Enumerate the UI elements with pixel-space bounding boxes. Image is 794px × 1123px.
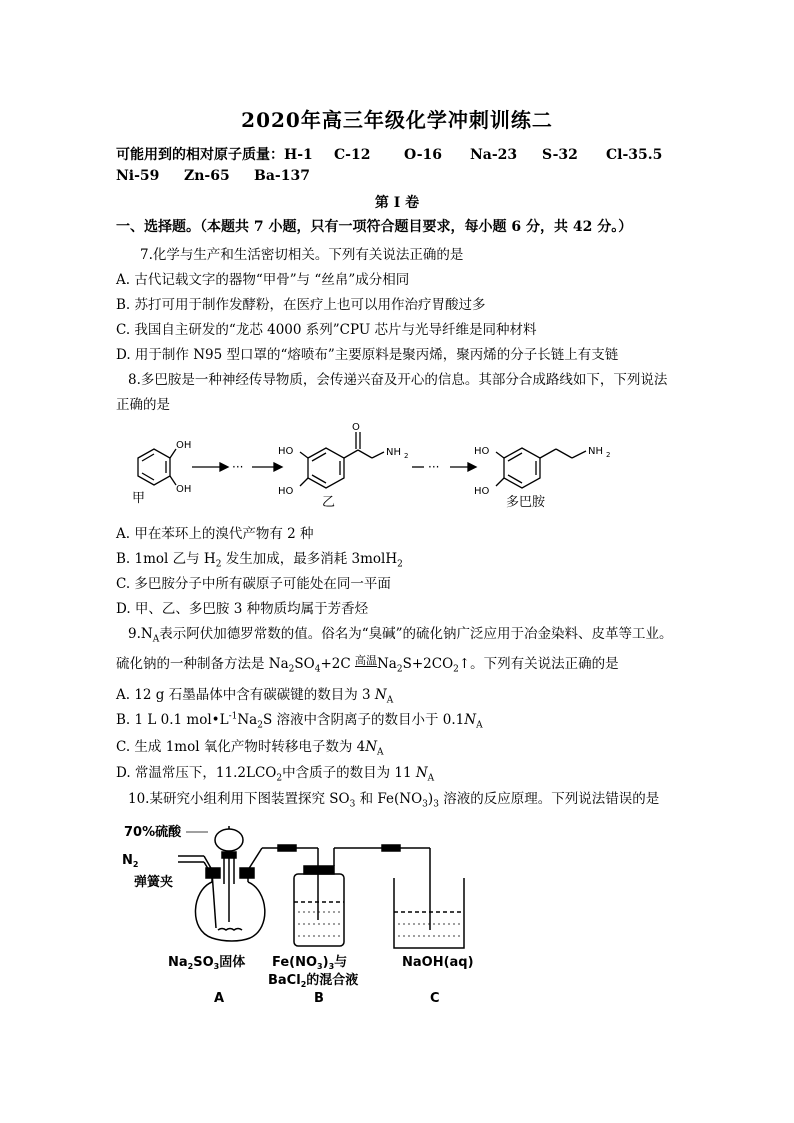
label-n2: $N_2$ [122, 853, 139, 869]
mass-h: H-1 [284, 147, 313, 163]
q9-stem-line1: $9.N_A$表示阿伏加德罗常数的值。俗名为“臭碱”的硫化钠广泛应用于冶金染料、皮革等工业。 [128, 626, 673, 645]
relative-atomic-masses-row2 [116, 168, 310, 184]
label-fe: $Fe(NO_3)_3$与 [272, 955, 348, 971]
dopamine-benzene-ring [504, 448, 540, 488]
svg-text:OH: OH [176, 440, 192, 451]
volume-heading: 第 I 卷 [374, 195, 420, 211]
q9-option-b: B. 1 L 0.1 $mol•L^{-1}Na_2S$ 溶液中含阴离子的数目小于 $0.1N_A$ [116, 711, 483, 731]
svg-text:2: 2 [606, 451, 611, 459]
q8-stem-line1: 8.多巴胺是一种神经传导物质，会传递兴奋及开心的信息。其部分合成路线如下，下列说法 [128, 372, 668, 388]
q9-option-c: C. 生成 1mol 氧化产物时转移电子数为 $4N_A$ [116, 739, 384, 758]
gas-washing-bottle [294, 874, 344, 946]
q7-option-c: C. 我国自主研发的“龙芯 4000 系列”CPU 芯片与光导纤维是同种材料 [116, 322, 537, 338]
svg-text:···: ··· [428, 460, 440, 474]
label-naoh: NaOH(aq) [402, 955, 474, 970]
masses-label: 可能用到的相对原子质量： [116, 147, 284, 163]
section-heading: 一、选择题。（本题共 7 小题，只有一项符合题目要求，每小题 6 分，共 42 分。） [116, 219, 633, 235]
svg-text:HO: HO [474, 486, 490, 497]
q8-option-a: A. 甲在苯环上的溴代产物有 2 种 [116, 526, 314, 542]
label-clamp: 弹簧夹 [134, 875, 174, 890]
mass-zn: Zn-65 [184, 168, 230, 184]
q7-option-a: A. 古代记载文字的器物“甲骨”与 “丝帛”成分相同 [116, 272, 410, 288]
svg-text:HO: HO [474, 446, 490, 457]
q7-stem: 7.化学与生产和生活密切相关。下列有关说法正确的是 [140, 247, 464, 263]
label-a: A [214, 991, 225, 1006]
dopamine-synthesis-scheme [112, 418, 652, 518]
q9-option-d: D. 常温常压下，$11.2LCO_2$中含质子的数目为 11 $N_A$ [116, 765, 435, 784]
q8-option-b: B. 1mol 乙与 $H_2$ 发生加成，最多消耗 3molH$_2$ [116, 551, 403, 570]
q7-option-b: B. 苏打可用于制作发酵粉，在医疗上也可以用作治疗胃酸过多 [116, 297, 486, 313]
label-solid: $Na_2SO_3$固体 [168, 955, 246, 971]
mass-cl: Cl-35.5 [606, 147, 663, 163]
q8-option-c: C. 多巴胺分子中所有碳原子可能处在同一平面 [116, 576, 391, 592]
svg-text:O: O [352, 422, 360, 433]
svg-text:···: ··· [232, 460, 244, 474]
round-bottom-flask [195, 882, 264, 941]
mass-o: O-16 [404, 147, 443, 163]
svg-text:NH: NH [588, 446, 603, 457]
mass-s: S-32 [542, 147, 578, 163]
reaction-condition: 高温 [354, 654, 377, 667]
svg-text:NH: NH [386, 447, 401, 458]
q8-option-d: D. 甲、乙、多巴胺 3 种物质均属于芳香烃 [116, 601, 369, 617]
q8-stem-line2: 正确的是 [116, 397, 170, 413]
q9-option-a: A. 12 g 石墨晶体中含有碳碳键的数目为 3 $N_A$ [116, 687, 394, 706]
mass-c: C-12 [334, 147, 371, 163]
mass-ba: Ba-137 [254, 168, 310, 184]
label-dopamine: 多巴胺 [506, 495, 546, 510]
mass-na: Na-23 [470, 147, 518, 163]
svg-text:2: 2 [404, 452, 409, 460]
q7-option-d: D. 用于制作 N95 型口罩的“熔喷布”主要原料是聚丙烯，聚丙烯的分子长链上有支链 [116, 347, 619, 363]
relative-atomic-masses [116, 144, 662, 164]
yi-benzene-ring [308, 448, 344, 488]
label-acid: 70%硫酸 [124, 825, 182, 840]
apparatus-diagram [112, 812, 492, 1008]
page-title: 2020年高三年级化学冲刺训练二 [241, 108, 553, 132]
label-bacl2: BaCl$_2$的混合液 [268, 973, 359, 989]
q10-stem: 10.某研究小组利用下图装置探究 $SO_3$ 和 $Fe(NO_3)_3$ 溶液的反应原理。下列说法错误的是 [128, 791, 660, 810]
separatory-funnel [215, 829, 243, 851]
svg-text:HO: HO [278, 446, 294, 457]
label-c: C [430, 991, 440, 1006]
beaker [394, 878, 464, 948]
mass-ni: Ni-59 [116, 168, 160, 184]
label-jia: 甲 [132, 491, 146, 506]
label-yi: 乙 [322, 495, 336, 510]
label-b: B [314, 991, 324, 1006]
svg-text:OH: OH [176, 484, 192, 495]
svg-text:HO: HO [278, 486, 294, 497]
q9-stem-line2: 硫化钠的一种制备方法是 $Na_2SO_4+2C$ 高温$Na_2S+2CO_2↑$。下列有关说法正确的是 [116, 654, 619, 675]
